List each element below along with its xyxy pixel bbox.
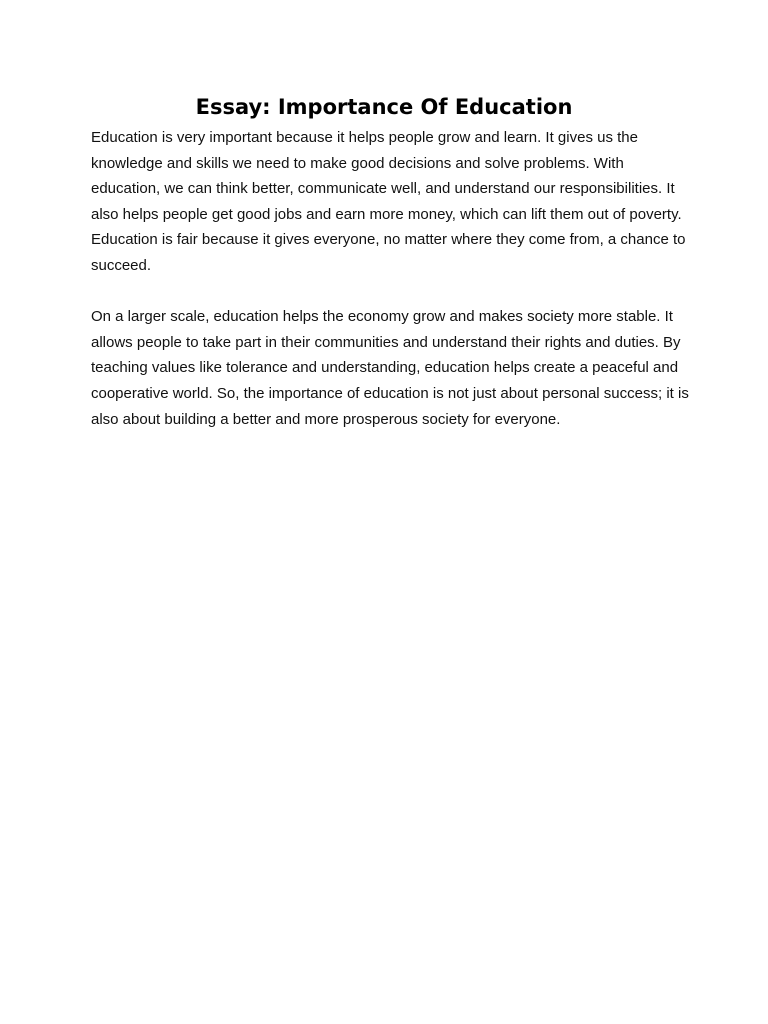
essay-paragraph-1: Education is very important because it helps people grow and learn. It gives us the knowledge and skills we need to make good decisions and solve problems. With education, we can think better, communicate well, and understand our responsibilities. It also helps people get good jobs and earn more money, which can lift them out of poverty. Education is fair because it gives everyone, no matter where they come from, a chance to succeed. xyxy=(91,129,686,274)
essay-body xyxy=(91,125,691,458)
essay-title: Essay: Importance Of Education xyxy=(195,95,573,119)
essay-paragraph-2: On a larger scale, education helps the economy grow and makes society more stable. It allows people to take part in their communities and understand their rights and duties. By teaching values like tolerance and understanding, education helps create a peaceful and cooperative world. So, the importance of education is not just about personal success; it is also about building a better and more prosperous society for everyone. xyxy=(91,308,689,428)
